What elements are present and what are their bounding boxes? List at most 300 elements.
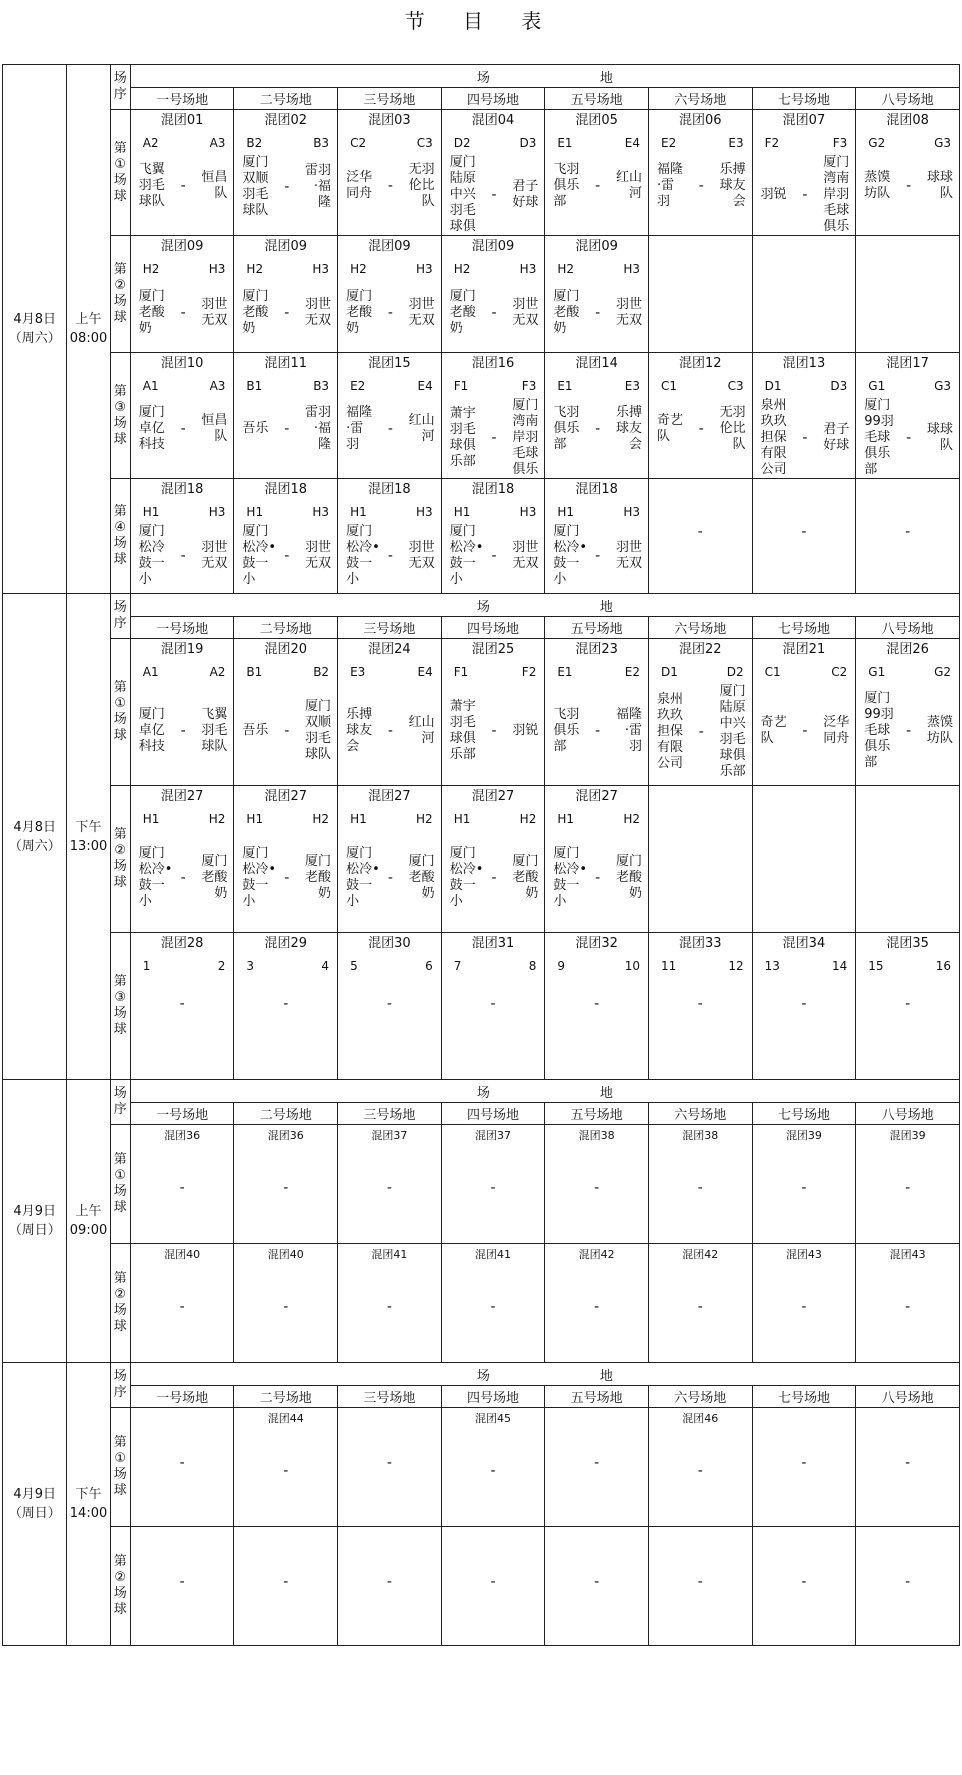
versus-dash: - (387, 305, 393, 321)
match-cell (338, 236, 442, 353)
match-id: 混团01 (160, 113, 204, 128)
match-teams (234, 520, 337, 588)
versus-dash: - (387, 421, 393, 437)
team-a: 吾乐 (242, 723, 269, 738)
team-b: 羽世 无双 (512, 540, 539, 571)
match-cell (234, 110, 338, 236)
match-cell (234, 353, 338, 479)
round-row (3, 639, 960, 786)
versus-dash: - (491, 430, 497, 446)
match-cell (338, 639, 442, 786)
seed-a: E2 (660, 136, 677, 150)
seed-b: H3 (519, 505, 537, 519)
match-cell (856, 933, 960, 1080)
field-name: 七号场地 (752, 1386, 856, 1408)
versus-dash: - (180, 548, 186, 564)
match-cell (648, 479, 752, 594)
versus-dash: - (387, 870, 393, 886)
versus-dash: - (284, 548, 290, 564)
empty-dash: - (697, 1574, 703, 1590)
match-cell (441, 1527, 545, 1646)
team-a: 厦门 老酸 奶 (138, 289, 165, 336)
empty-dash: - (801, 996, 807, 1012)
seed-b: 8 (528, 959, 537, 973)
team-b: 厦门 老酸 奶 (408, 854, 435, 901)
versus-dash: - (180, 178, 186, 194)
empty-dash: - (905, 1574, 911, 1590)
empty-dash: - (386, 1299, 392, 1315)
match-cell (234, 639, 338, 786)
match-cell (234, 479, 338, 594)
round-label: 第 ① 场 球 (110, 1408, 130, 1527)
team-a: 厦门 老酸 奶 (449, 289, 476, 336)
match-id: 混团36 (267, 1129, 304, 1142)
match-cell (338, 353, 442, 479)
versus-dash: - (284, 179, 290, 195)
empty-dash: - (490, 996, 496, 1012)
match-seeds (856, 658, 959, 680)
match-seeds (131, 658, 234, 680)
match-teams (753, 394, 856, 478)
match-cell (856, 110, 960, 236)
seed-b: G3 (934, 136, 951, 150)
match-teams (234, 827, 337, 925)
team-a: 厦门 松冷• 鼓一 小 (553, 846, 588, 909)
match-cell (130, 110, 234, 236)
match-seeds (131, 805, 234, 827)
match-id: 混团28 (160, 936, 204, 951)
match-id: 混团34 (782, 936, 826, 951)
versus-dash: - (284, 870, 290, 886)
empty-dash: - (490, 1180, 496, 1196)
seed-b: E3 (624, 379, 640, 393)
versus-dash: - (802, 430, 808, 446)
seed-b: H3 (312, 505, 330, 519)
round-label: 第 ① 场 球 (110, 639, 130, 786)
match-id: 混团09 (160, 239, 204, 254)
match-id: 混团37 (475, 1129, 512, 1142)
match-id: 混团36 (164, 1129, 201, 1142)
match-id: 混团11 (264, 356, 308, 371)
match-cell (338, 1527, 442, 1646)
team-b: 厦门 老酸 奶 (201, 854, 228, 901)
versus-dash: - (387, 548, 393, 564)
match-cell (130, 1408, 234, 1527)
session-date: 4月8日 （周六） (3, 594, 67, 1080)
seed-b: A3 (209, 379, 226, 393)
match-teams (442, 394, 545, 478)
match-teams (856, 394, 959, 478)
round-order-header: 场 序 (110, 1363, 130, 1408)
field-name: 五号场地 (545, 88, 649, 110)
round-label: 第 ③ 场 球 (110, 353, 130, 479)
round-row (3, 1244, 960, 1363)
match-cell (545, 1527, 649, 1646)
seed-a: A1 (142, 379, 159, 393)
empty-dash: - (594, 1299, 600, 1315)
empty-dash: - (490, 1299, 496, 1315)
match-seeds (131, 372, 234, 394)
empty-dash: - (801, 1455, 807, 1471)
seed-b: 14 (831, 959, 848, 973)
match-cell (856, 1527, 960, 1646)
field-name: 一号场地 (130, 1103, 234, 1125)
seed-b: D3 (519, 136, 537, 150)
field-name: 六号场地 (648, 1386, 752, 1408)
round-label: 第 ③ 场 球 (110, 933, 130, 1080)
field-name: 六号场地 (648, 88, 752, 110)
team-b: 厦门 陆原 中兴 羽毛 球俱 乐部 (719, 684, 746, 779)
match-id: 混团27 (264, 789, 308, 804)
match-cell (752, 353, 856, 479)
match-cell (856, 786, 960, 933)
seed-b: A2 (209, 665, 226, 679)
team-b: 羽世 无双 (201, 297, 228, 328)
match-cell (648, 786, 752, 933)
match-cell (338, 1408, 442, 1527)
match-teams (753, 151, 856, 235)
match-cell (338, 1244, 442, 1363)
seed-b: H3 (623, 505, 640, 519)
match-seeds (131, 952, 234, 974)
team-b: 恒昌 队 (201, 413, 228, 444)
match-cell (752, 1244, 856, 1363)
match-id: 混团31 (471, 936, 515, 951)
team-b: 羽世 无双 (408, 540, 435, 571)
team-b: 厦门 湾南 岸羽 毛球 俱乐 (823, 155, 850, 234)
field-name: 五号场地 (545, 1386, 649, 1408)
seed-a: G1 (868, 665, 886, 679)
match-seeds (338, 498, 441, 520)
versus-dash: - (698, 178, 704, 194)
match-cell (130, 1527, 234, 1646)
team-a: 泉州 玖玖 担保 有限 公司 (760, 398, 787, 477)
match-cell (545, 786, 649, 933)
match-id: 混团29 (264, 936, 308, 951)
versus-dash: - (284, 723, 290, 739)
match-cell (441, 1244, 545, 1363)
schedule-table (2, 64, 960, 1646)
field-name: 八号场地 (856, 1386, 960, 1408)
match-id: 混团26 (886, 642, 929, 657)
match-id: 混团41 (371, 1248, 408, 1261)
field-name: 三号场地 (338, 1103, 442, 1125)
empty-dash: - (697, 1299, 703, 1315)
seed-b: H3 (208, 262, 226, 276)
field-name: 七号场地 (752, 1103, 856, 1125)
team-a: 厦门 松冷• 鼓一 小 (242, 846, 277, 909)
match-cell (856, 1125, 960, 1244)
seed-a: C2 (350, 136, 367, 150)
round-row (3, 786, 960, 933)
seed-b: H2 (416, 812, 433, 826)
versus-dash: - (180, 723, 186, 739)
team-a: 厦门 老酸 奶 (553, 289, 580, 336)
match-id: 混团30 (368, 936, 411, 951)
session-time: 下午 13:00 (67, 594, 110, 1080)
seed-a: H1 (557, 505, 575, 519)
team-b: 羽锐 (512, 723, 539, 738)
match-seeds (649, 129, 752, 151)
seed-a: H2 (142, 262, 160, 276)
field-name: 二号场地 (234, 1386, 338, 1408)
seed-a: H1 (453, 505, 471, 519)
team-a: 厦门 松冷• 鼓一 小 (346, 846, 380, 909)
match-id: 混团18 (160, 482, 204, 497)
versus-dash: - (595, 421, 601, 437)
match-cell (441, 479, 545, 594)
seed-a: G1 (868, 379, 886, 393)
field-name: 三号场地 (338, 617, 442, 639)
seed-b: H2 (312, 812, 330, 826)
versus-dash: - (491, 305, 497, 321)
seed-b: H2 (623, 812, 640, 826)
match-seeds (442, 498, 545, 520)
empty-dash: - (283, 996, 289, 1012)
match-seeds (442, 129, 545, 151)
seed-b: C3 (416, 136, 433, 150)
team-b: 球球 队 (926, 422, 953, 453)
field-name: 一号场地 (130, 1386, 234, 1408)
fields-header: 场地 (130, 1080, 959, 1103)
empty-dash: - (386, 1455, 392, 1471)
team-a: 厦门 陆原 中兴 羽毛 球俱 (449, 155, 476, 234)
match-teams (234, 680, 337, 778)
round-row (3, 1408, 960, 1527)
empty-dash: - (490, 1463, 496, 1479)
seed-a: H1 (142, 505, 160, 519)
round-row (3, 236, 960, 353)
round-row (3, 1527, 960, 1646)
team-b: 羽世 无双 (305, 540, 332, 571)
match-id: 混团14 (575, 356, 618, 371)
seed-b: D2 (726, 665, 744, 679)
match-seeds (545, 372, 648, 394)
match-id: 混团02 (264, 113, 308, 128)
team-b: 厦门 双顺 羽毛 球队 (305, 699, 332, 762)
match-seeds (234, 952, 337, 974)
seed-a: H1 (350, 812, 367, 826)
empty-dash: - (801, 1299, 807, 1315)
match-cell (441, 639, 545, 786)
seed-b: F3 (521, 379, 537, 393)
seed-b: H3 (416, 505, 433, 519)
match-cell (441, 110, 545, 236)
match-teams (545, 520, 648, 588)
versus-dash: - (595, 723, 601, 739)
match-cell (545, 236, 649, 353)
seed-a: B1 (246, 379, 263, 393)
seed-b: E2 (624, 665, 640, 679)
round-row (3, 479, 960, 594)
round-row (3, 353, 960, 479)
round-label: 第 ② 场 球 (110, 786, 130, 933)
versus-dash: - (180, 421, 186, 437)
round-row (3, 110, 960, 236)
seed-b: 2 (217, 959, 226, 973)
match-seeds (234, 658, 337, 680)
match-seeds (234, 498, 337, 520)
session-time: 下午 14:00 (67, 1363, 110, 1646)
match-seeds (442, 805, 545, 827)
match-cell (441, 353, 545, 479)
versus-dash: - (802, 187, 808, 203)
match-cell (648, 1527, 752, 1646)
team-a: 厦门 99羽 毛球 俱乐 部 (864, 691, 894, 770)
team-a: 厦门 松冷• 鼓一 小 (346, 524, 380, 587)
seed-a: F1 (453, 665, 469, 679)
field-name: 八号场地 (856, 88, 960, 110)
field-name: 四号场地 (441, 1103, 545, 1125)
match-teams (131, 394, 234, 460)
match-cell (752, 1125, 856, 1244)
match-cell (234, 933, 338, 1080)
team-b: 红山 河 (615, 170, 642, 201)
seed-a: 1 (142, 959, 151, 973)
match-cell (338, 1125, 442, 1244)
seed-b: H2 (519, 812, 537, 826)
versus-dash: - (906, 178, 912, 194)
seed-a: 9 (557, 959, 565, 973)
match-id: 混团20 (264, 642, 308, 657)
team-b: 乐搏 球友 会 (719, 162, 746, 209)
match-cell (856, 639, 960, 786)
match-id: 混团09 (471, 239, 515, 254)
match-seeds (234, 372, 337, 394)
empty-dash: - (905, 1455, 911, 1471)
empty-dash: - (179, 1455, 185, 1471)
match-teams (338, 151, 441, 217)
team-a: 厦门 老酸 奶 (242, 289, 269, 336)
match-teams (545, 680, 648, 778)
match-cell (545, 1125, 649, 1244)
match-teams (234, 151, 337, 219)
match-cell (545, 110, 649, 236)
match-cell (130, 479, 234, 594)
match-cell (130, 1125, 234, 1244)
empty-dash: - (490, 1574, 496, 1590)
match-cell (441, 236, 545, 353)
match-cell (752, 639, 856, 786)
field-name: 八号场地 (856, 1103, 960, 1125)
seed-a: 15 (868, 959, 884, 973)
match-seeds (338, 952, 441, 974)
seed-a: 3 (246, 959, 255, 973)
versus-dash: - (595, 178, 601, 194)
field-name: 三号场地 (338, 1386, 442, 1408)
match-seeds (442, 372, 545, 394)
match-seeds (753, 952, 856, 974)
seed-a: B1 (246, 665, 263, 679)
seed-b: E3 (728, 136, 744, 150)
seed-a: H1 (142, 812, 160, 826)
seed-a: H2 (453, 262, 471, 276)
seed-b: H3 (623, 262, 640, 276)
field-names-row (3, 1386, 960, 1408)
match-seeds (545, 255, 648, 277)
match-cell (234, 1244, 338, 1363)
match-seeds (442, 255, 545, 277)
field-name: 一号场地 (130, 88, 234, 110)
match-cell (856, 236, 960, 353)
versus-dash: - (698, 421, 704, 437)
match-cell (856, 479, 960, 594)
seed-b: A3 (209, 136, 226, 150)
versus-dash: - (180, 870, 186, 886)
match-id: 混团41 (475, 1248, 512, 1261)
seed-b: H2 (208, 812, 226, 826)
match-teams (131, 827, 234, 925)
match-cell (130, 1244, 234, 1363)
team-b: 羽世 无双 (615, 297, 642, 328)
seed-a: F1 (453, 379, 469, 393)
session-time: 上午 08:00 (67, 65, 110, 594)
seed-a: 13 (764, 959, 780, 973)
match-teams (338, 680, 441, 778)
seed-a: H1 (350, 505, 367, 519)
seed-a: H2 (557, 262, 575, 276)
team-b: 红山 河 (408, 715, 435, 746)
match-cell (234, 1527, 338, 1646)
seed-a: H1 (557, 812, 575, 826)
seed-b: 16 (935, 959, 951, 973)
match-cell (648, 1125, 752, 1244)
team-a: 厦门 松冷• 鼓一 小 (553, 524, 588, 587)
team-b: 蒸馍 坊队 (926, 715, 953, 746)
field-name: 七号场地 (752, 88, 856, 110)
field-name: 二号场地 (234, 88, 338, 110)
match-seeds (856, 129, 959, 151)
round-label: 第 ② 场 球 (110, 1244, 130, 1363)
match-teams (545, 151, 648, 217)
seed-b: B3 (313, 379, 330, 393)
seed-a: D1 (764, 379, 782, 393)
match-cell (648, 236, 752, 353)
seed-b: E4 (417, 665, 433, 679)
seed-a: A2 (142, 136, 159, 150)
empty-dash: - (801, 1180, 807, 1196)
match-seeds (545, 952, 648, 974)
match-cell (752, 933, 856, 1080)
empty-dash: - (283, 1180, 289, 1196)
match-id: 混团17 (886, 356, 929, 371)
team-b: 厦门 老酸 奶 (615, 854, 642, 901)
field-name: 四号场地 (441, 617, 545, 639)
match-id: 混团23 (575, 642, 618, 657)
seed-b: B2 (313, 665, 330, 679)
seed-a: 11 (660, 959, 677, 973)
field-name: 八号场地 (856, 617, 960, 639)
match-seeds (753, 129, 856, 151)
session-header-row (3, 594, 960, 617)
versus-dash: - (595, 305, 601, 321)
seed-b: H3 (312, 262, 330, 276)
team-a: 泛华 同舟 (346, 170, 373, 201)
empty-dash: - (179, 1180, 185, 1196)
match-cell (441, 1408, 545, 1527)
seed-b: 10 (624, 959, 640, 973)
match-cell (545, 479, 649, 594)
match-id: 混团46 (682, 1412, 719, 1425)
match-seeds (753, 372, 856, 394)
versus-dash: - (180, 305, 186, 321)
team-a: 蒸馍 坊队 (864, 170, 891, 201)
match-cell (545, 1244, 649, 1363)
team-a: 福隆 ·雷 羽 (656, 162, 683, 209)
match-teams (338, 520, 441, 588)
match-teams (649, 151, 752, 217)
versus-dash: - (698, 724, 704, 740)
